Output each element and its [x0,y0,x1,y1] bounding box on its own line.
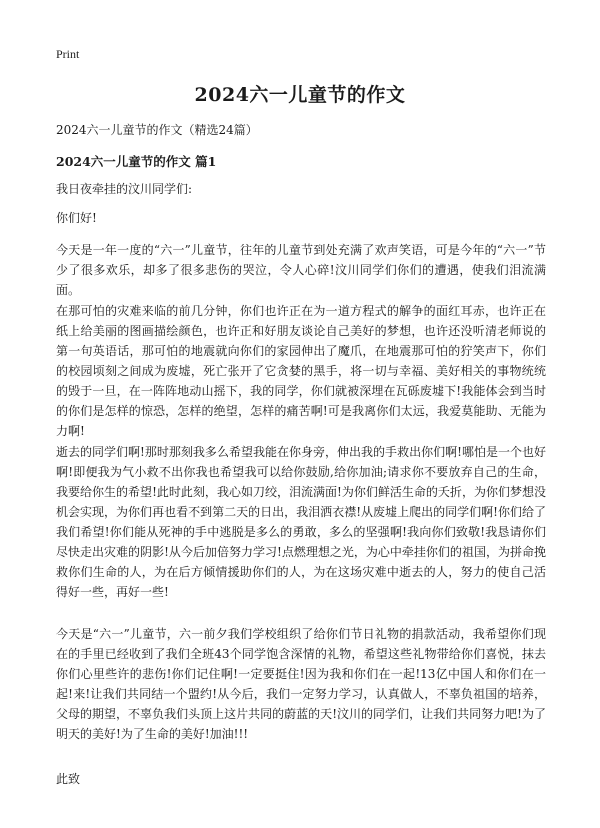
paragraph-2: 在那可怕的灾难来临的前几分钟，你们也许正在为一道方程式的解争的面红耳赤，也许正在纸上给美丽的图画描绘颜色，也许正和好朋友谈论自己美好的梦想，也许还没听清老师说的第一句英语话，那可怕的地震就向你们的家园伸出了魔爪，在地震那可怕的狞笑声下，你们的校园顷刻之间成为废墟，死亡张开了它贪婪的黑手，将一切与幸福、美好相关的事物统统的毁于一旦，在一阵阵地动山摇下，我的同学，你们就被深埋在瓦砾废墟下!我能体会到当时的你们是怎样的惊恐，怎样的绝望，怎样的痛苦啊!可是我离你们太远，我爱莫能助、无能为力啊! [56,304,546,438]
print-link[interactable]: Print [56,47,80,61]
paragraph-3: 逝去的同学们啊!那时那刻我多么希望我能在你身旁，伸出我的手救出你们啊!哪怕是一个也好啊!即便我为气小救不出你我也希望我可以给你鼓励,给你加油;请求你不要放弃自己的生命，我要给你生的希望!此时此刻，我心如刀绞，泪流满面!为你们鲜活生命的夭折，为你们梦想没机会实现，为你们再也看不到第二天的日出，我泪洒衣襟!从废墟上爬出的同学们啊!你们给了我们希望!你们能从死神的手中逃脱是多么的勇敢，多么的坚强啊!我向你们致敬!我恳请你们尽快走出灾难的阴影!从今后加倍努力学习!点燃理想之光，为心中牵挂你们的祖国，为拼命挽救你们生命的人，为在后方倾情援助你们的人，为在这场灾难中逝去的人，努力的使自己活得好一些，再好一些! [56,445,546,599]
paragraph-1: 今天是一年一度的“六一”儿童节，往年的儿童节到处充满了欢声笑语，可是今年的“六一”节少了很多欢乐，却多了很多悲伤的哭泣，令人心碎!汶川同学们你们的遭遇，使我们泪流满面。 [56,243,546,297]
hello-line: 你们好! [56,211,97,225]
paragraph-4: 今天是“六一”儿童节，六一前夕我们学校组织了给你们节日礼物的捐款活动，我希望你们现在的手里已经收到了我们全班43个同学饱含深情的礼物，希望这些礼物带给你们喜悦，抹去你们心里些许的悲伤!你们记住啊!一定要挺住!因为我和你们在一起!13亿中国人和你们在一起!来!让我们共同结一个盟约!从今后，我们一定努力学习，认真做人，不辜负祖国的培养，父母的期望，不辜负我们头顶上这片共同的蔚蓝的天!汶川的同学们，让我们共同努力吧!为了明天的美好!为了生命的美好!加油!!! [56,627,546,741]
greeting-line: 我日夜牵挂的汶川同学们: [56,182,193,196]
page-title: 2024六一儿童节的作文 [194,84,406,106]
section-heading: 2024六一儿童节的作文 篇1 [56,154,217,169]
closing-line: 此致 [56,772,81,786]
subtitle: 2024六一儿童节的作文（精选24篇） [56,123,258,137]
